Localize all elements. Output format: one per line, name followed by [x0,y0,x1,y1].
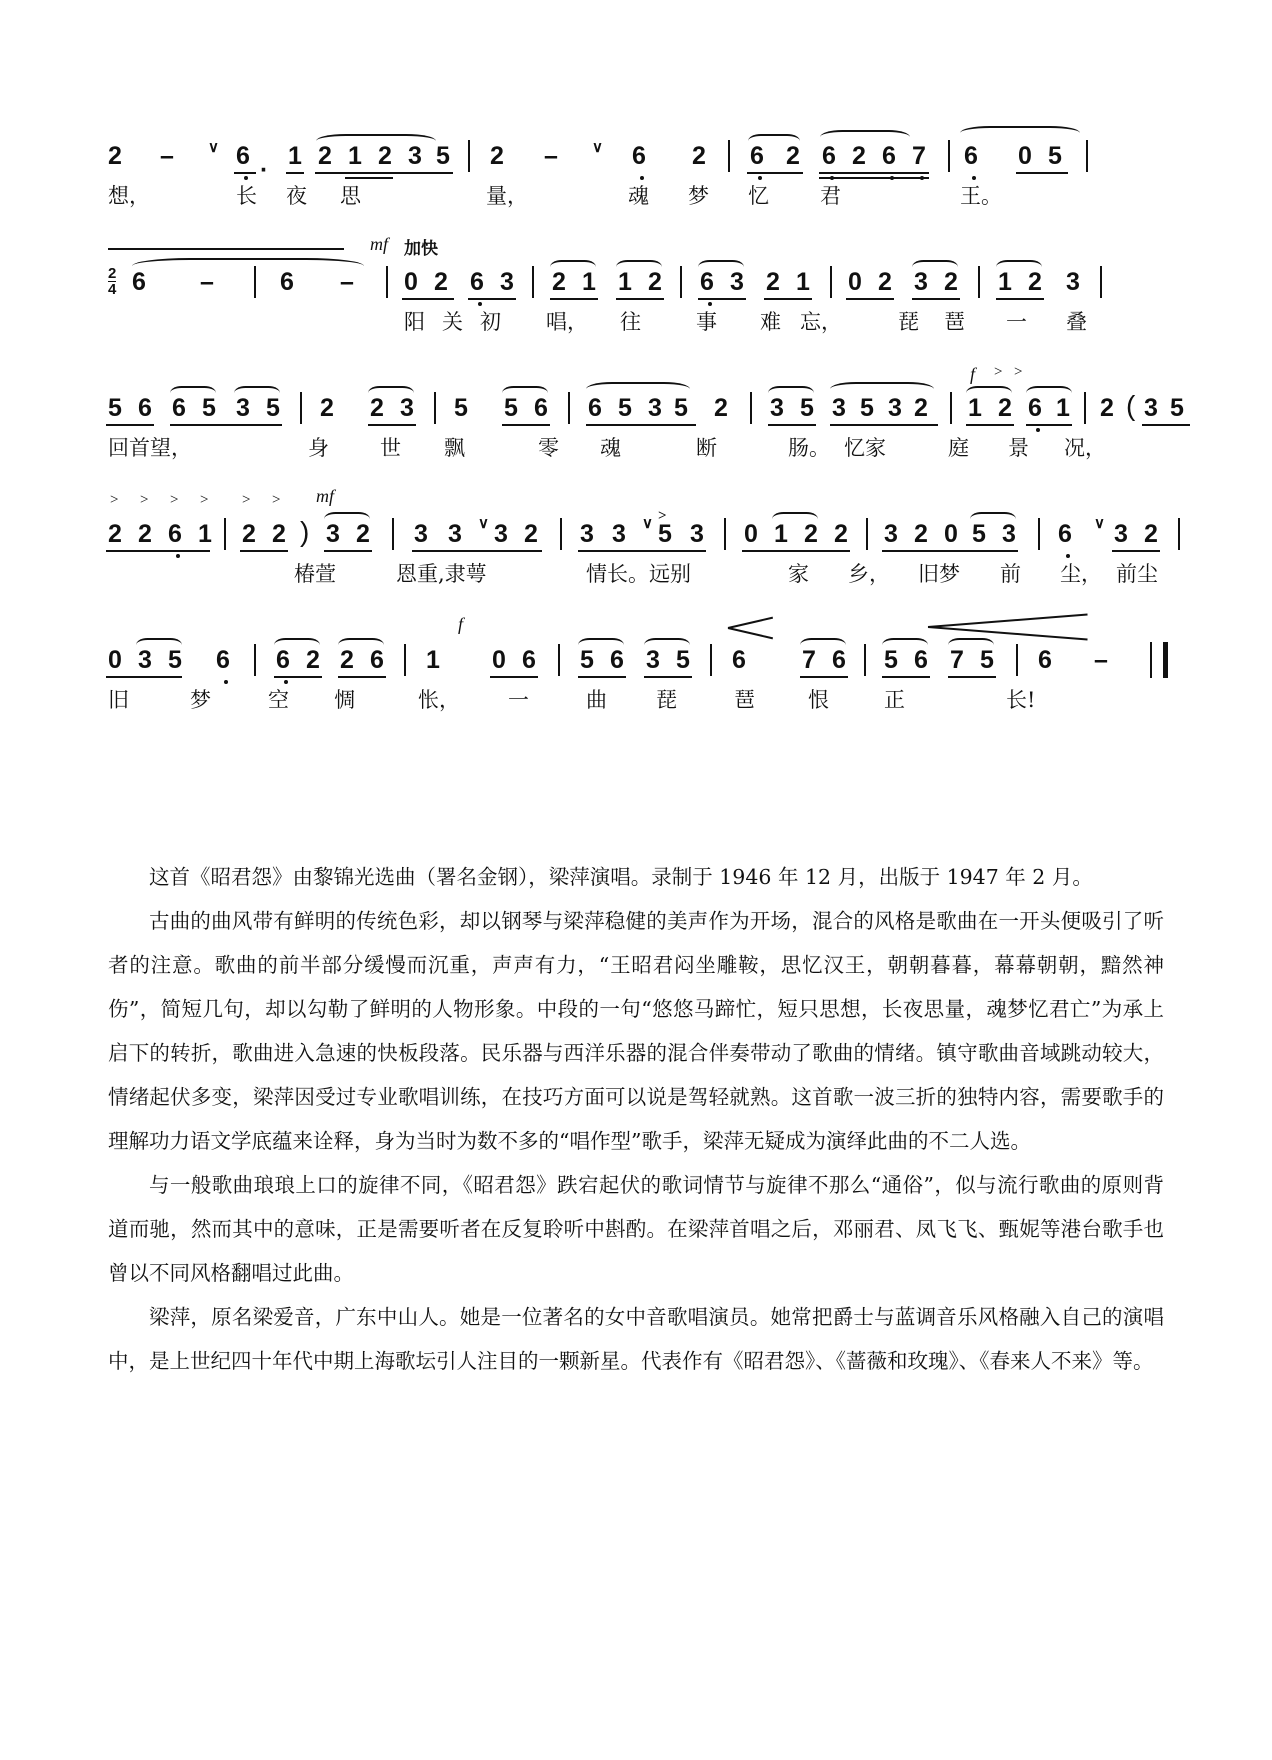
commentary-paragraph-2: 古曲的曲风带有鲜明的传统色彩，却以钢琴与梁萍稳健的美声作为开场，混合的风格是歌曲在一开头便吸引了听者的注意。歌曲的前半部分缓慢而沉重，声声有力，“王昭君闷坐雕鞍，思忆汉王，朝朝暮暮，幕幕朝朝，黯然神伤”，简短几句，却以勾勒了鲜明的人物形象。中段的一句“悠悠马蹄忙，短只思想，长夜思量，魂梦忆君亡”为承上启下的转折，歌曲进入急速的快板段落。民乐器与西洋乐器的混合伴奏带动了歌曲的情绪。镇守歌曲音域跳动较大，情绪起伏多变，梁萍因受过专业歌唱训练，在技巧方面可以说是驾轻就熟。这首歌一波三折的独特内容，需要歌手的理解功力语文学底蕴来诠释，身为当时为数不多的“唱作型”歌手，梁萍无疑成为演绎此曲的不二人选。 [108,909,1164,1153]
music-score [108,110,1184,728]
system-4-lyrics: 椿萱 恩重,隶萼 情长。远别 家 乡， 旧梦 前 尘， 前尘 [294,562,1158,586]
system-5-marks [108,614,1048,640]
system-4-notes: 2 2 6 1 2 2 ) 3 2 3 3 ∨ 3 2 3 3 ∨ > 5 3 0 1 2 2 3 2 0 5 3 6 ∨ 3 2 [108,514,1048,560]
diminuendo-hairpin-1 [928,616,1088,636]
system-1-notes: 2 – ∨ 6 · 1 2 1 2 3 5 2 – ∨ 6 2 6 2 6 2 6 7 6 0 5 [108,136,1048,182]
dynamic-f-system5: f [458,614,464,634]
time-signature: $\frac{2}{4}$ [108,265,117,298]
system-2-notes: $\frac{2}{4}$ 6 – 6 – 0 2 6 3 2 1 1 2 6 3 2 1 0 2 3 2 1 2 3 [108,262,1048,308]
commentary-paragraph-4: 梁萍，原名梁爱音，广东中山人。她是一位著名的女中音歌唱演员。她常把爵士与蓝调音乐风格融入自己的演唱中，是上世纪四十年代中期上海歌坛引人注目的一颗新星。代表作有《昭君怨》、《蔷薇和玫瑰》、《春来人不来》等。 [108,1305,1164,1373]
system-1-marks [108,110,1048,136]
score-system-2 [108,234,1087,350]
system-3-lyrics: 回首望， 身 世 飘 零 魂 断 肠。 忆家 庭 景 况， [108,436,1106,460]
commentary-paragraph-1: 这首《昭君怨》由黎锦光选曲（署名金钢），梁萍演唱。录制于 1946 年 12 月，出版于 1947 年 2 月。 [149,865,1093,889]
score-system-4 [108,486,1158,602]
crescendo-hairpin-1 [728,618,774,636]
commentary-paragraph-3: 与一般歌曲琅琅上口的旋律不同，《昭君怨》跌宕起伏的歌词情节与旋律不那么“通俗”，似与流行歌曲的原则背道而驰，然而其中的意味，正是需要听者在反复聆听中斟酌。在梁萍首唱之后，邓丽君、凤飞飞、甄妮等港台歌手也曾以不同风格翻唱过此曲。 [108,1173,1164,1285]
tempo-marking-system2: 加快 [404,239,438,259]
score-system-5 [108,614,1108,728]
system-3-marks: f > > [970,364,1023,384]
system-5-lyrics: 旧 梦 空 惆 怅， 一 曲 琵 琶 恨 正 长! [108,688,1036,712]
dynamic-mf-system4: mf [316,486,334,506]
final-barline [1150,642,1168,678]
dynamic-mf-system2: mf [370,234,388,254]
system-1-lyrics: 想， 长 夜 思 量， 魂 梦 忆 君 王。 [108,184,1002,208]
system-4-marks: > > > > > > mf [110,486,334,508]
score-system-1 [108,110,1062,224]
system-2-lyrics: 阳 关 初 唱， 往 事 难 忘， 琵 琶 一 叠 [404,310,1087,334]
commentary-text [108,855,1164,1383]
system-5-notes: 0 3 5 6 6 2 2 6 1 0 6 5 6 3 5 6 7 6 5 6 7 5 6 – [108,640,1048,686]
score-system-3 [108,362,1184,476]
dynamic-f-system3: f [970,364,976,384]
system-3-notes: 5 6 6 5 3 5 2 2 3 5 5 6 6 5 3 5 2 3 5 3 5 3 2 1 2 6 1 2 ( 3 5 [108,388,1048,434]
